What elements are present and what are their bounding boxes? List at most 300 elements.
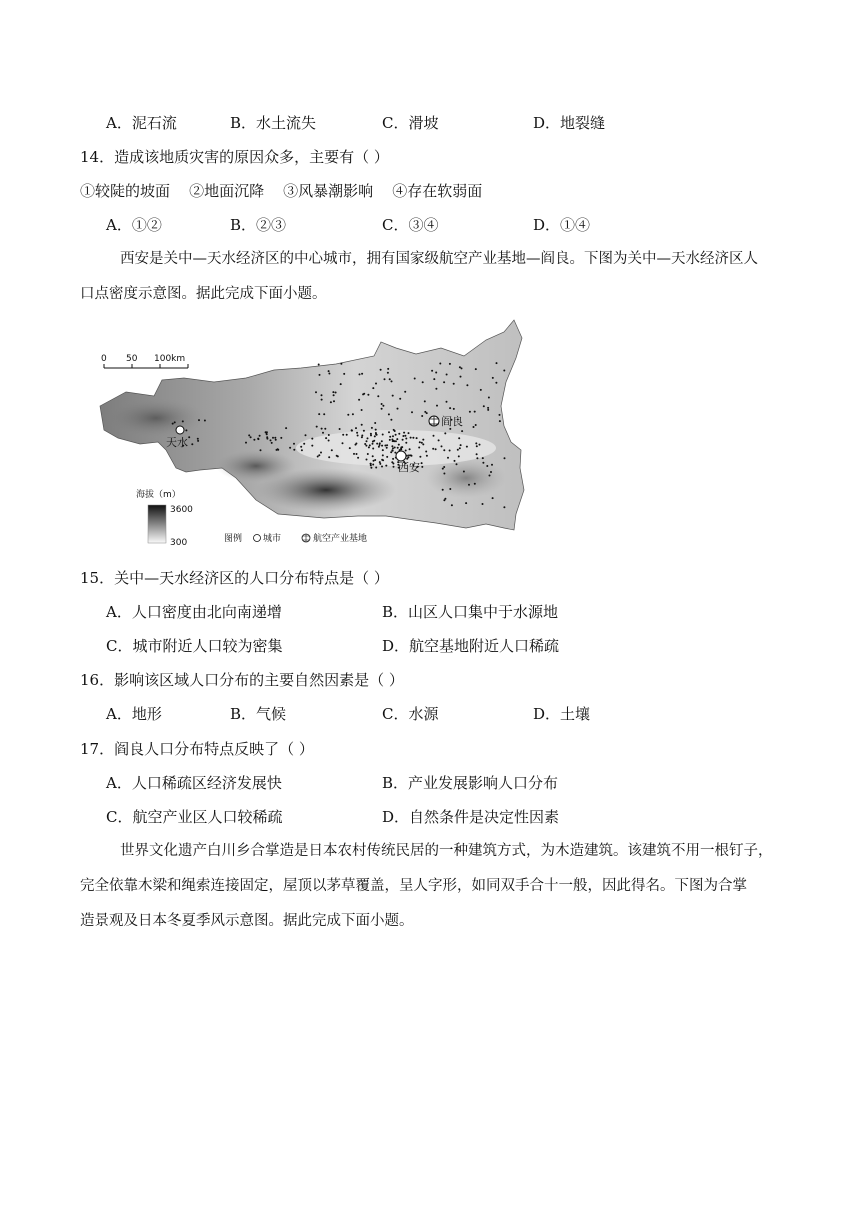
population-dot: [369, 444, 371, 446]
population-dot: [389, 378, 391, 380]
population-dot: [372, 443, 374, 445]
population-dot: [322, 432, 324, 434]
population-dot: [442, 489, 444, 491]
population-dot: [422, 381, 424, 383]
population-dot: [491, 464, 493, 466]
population-dot: [382, 449, 384, 451]
q14-option-b: B．②③: [230, 216, 287, 234]
population-dot: [386, 456, 388, 458]
population-dot: [460, 376, 462, 378]
population-dot: [397, 447, 399, 449]
population-dot: [265, 431, 267, 433]
city-label-xian: 西安: [398, 461, 420, 474]
population-dot: [370, 434, 372, 436]
population-dot: [398, 444, 400, 446]
population-dot: [323, 413, 325, 415]
population-dot: [419, 456, 421, 458]
population-dot: [380, 369, 382, 371]
population-density-map: [96, 318, 536, 550]
population-dot: [388, 431, 390, 433]
q13-option-d: D．地裂缝: [533, 114, 606, 132]
population-dot: [361, 435, 363, 437]
population-dot: [395, 440, 397, 442]
q17-option-d: D．自然条件是决定性因素: [382, 808, 560, 826]
q13-option-a: A．泥石流: [106, 114, 177, 132]
q14-option-a: A．①②: [106, 216, 162, 234]
population-dot: [328, 456, 330, 458]
population-dot: [250, 436, 252, 438]
population-dot: [280, 437, 282, 439]
population-dot: [358, 399, 360, 401]
population-dot: [432, 448, 434, 450]
population-dot: [390, 419, 392, 421]
population-dot: [368, 446, 370, 448]
population-dot: [328, 434, 330, 436]
population-dot: [191, 443, 193, 445]
elevation-title: 海拔（m）: [136, 490, 181, 500]
population-dot: [458, 437, 460, 439]
population-dot: [388, 413, 390, 415]
population-dot: [367, 437, 369, 439]
passage1-line1: 西安是关中—天水经济区的中心城市，拥有国家级航空产业基地—阎良。下图为关中—天水经济区人: [120, 251, 758, 267]
population-dot: [357, 435, 359, 437]
population-dot: [389, 436, 391, 438]
q13-option-b: B．水土流失: [230, 114, 317, 132]
population-dot: [408, 432, 410, 434]
population-dot: [384, 378, 386, 380]
population-dot: [460, 444, 462, 446]
population-dot: [392, 447, 394, 449]
population-dot: [331, 449, 333, 451]
population-dot: [285, 427, 287, 429]
population-dot: [340, 383, 342, 385]
population-dot: [391, 380, 393, 382]
population-dot: [379, 444, 381, 446]
population-dot: [328, 440, 330, 442]
population-dot: [335, 392, 337, 394]
population-dot: [370, 467, 372, 469]
population-dot: [486, 465, 488, 467]
population-dot: [387, 368, 389, 370]
population-dot: [367, 453, 369, 455]
population-dot: [439, 363, 441, 365]
population-dot: [328, 373, 330, 375]
population-dot: [396, 438, 398, 440]
population-dot: [433, 435, 435, 437]
legend-title: 图例: [224, 534, 243, 544]
scale-label-0: 0: [101, 354, 107, 364]
population-dot: [431, 370, 433, 372]
population-dot: [441, 445, 443, 447]
q16-option-a: A．地形: [106, 705, 162, 723]
population-dot: [397, 408, 399, 410]
population-dot: [324, 428, 326, 430]
population-dot: [474, 411, 476, 413]
population-dot: [356, 453, 358, 455]
population-dot: [172, 423, 174, 425]
q17-option-c: C．航空产业区人口较稀疏: [106, 808, 283, 826]
population-dot: [384, 445, 386, 447]
population-dot: [376, 443, 378, 445]
population-dot: [349, 447, 351, 449]
population-dot: [303, 443, 305, 445]
population-dot: [444, 432, 446, 434]
population-dot: [393, 440, 395, 442]
population-dot: [387, 372, 389, 374]
population-dot: [185, 429, 187, 431]
population-dot: [392, 458, 394, 460]
population-dot: [372, 387, 374, 389]
population-dot: [458, 455, 460, 457]
population-dot: [435, 388, 437, 390]
population-dot: [409, 448, 411, 450]
population-dot: [375, 429, 377, 431]
population-dot: [382, 434, 384, 436]
city-label-yanliang: 阎良: [441, 415, 463, 428]
population-dot: [475, 368, 477, 370]
population-dot: [333, 394, 335, 396]
population-dot: [275, 439, 277, 441]
population-dot: [424, 400, 426, 402]
population-dot: [433, 378, 435, 380]
population-dot: [386, 447, 388, 449]
passage2-line1: 世界文化遗产白川乡合掌造是日本农村传统民居的一种建筑方式，为木造建筑。该建筑不用一根钉子，: [120, 843, 773, 859]
population-dot: [402, 439, 404, 441]
aviation-base-yanliang: [429, 414, 463, 428]
population-dot: [318, 454, 320, 456]
population-dot: [305, 434, 307, 436]
population-dot: [490, 471, 492, 473]
population-dot: [378, 446, 380, 448]
population-dot: [375, 432, 377, 434]
population-dot: [402, 435, 404, 437]
population-dot: [355, 427, 357, 429]
population-dot: [466, 446, 468, 448]
population-dot: [405, 442, 407, 444]
population-dot: [365, 445, 367, 447]
population-dot: [392, 463, 394, 465]
population-dot: [346, 434, 348, 436]
population-dot: [489, 475, 491, 477]
population-dot: [336, 455, 338, 457]
population-dot: [363, 430, 365, 432]
population-dot: [366, 459, 368, 461]
population-dot: [475, 442, 477, 444]
q13-option-c: C．滑坡: [382, 114, 439, 132]
population-dot: [492, 377, 494, 379]
population-dot: [259, 435, 261, 437]
population-dot: [421, 442, 423, 444]
population-dot: [359, 373, 361, 375]
population-dot: [352, 413, 354, 415]
population-dot: [381, 440, 383, 442]
population-dot: [479, 444, 481, 446]
population-dot: [361, 436, 363, 438]
population-dot: [361, 424, 363, 426]
population-dot: [461, 430, 463, 432]
population-dot: [410, 437, 412, 439]
passage1-line2: 口点密度示意图。据此完成下面小题。: [80, 286, 327, 302]
population-dot: [438, 439, 440, 441]
population-dot: [300, 446, 302, 448]
population-dot: [390, 451, 392, 453]
population-dot: [361, 373, 363, 375]
population-dot: [412, 437, 414, 439]
population-dot: [400, 448, 402, 450]
population-dot: [410, 454, 412, 456]
population-dot: [340, 363, 342, 365]
population-dot: [321, 428, 323, 430]
population-dot: [405, 438, 407, 440]
population-dot: [404, 391, 406, 393]
population-dot: [379, 461, 381, 463]
population-dot: [330, 401, 332, 403]
population-dot: [457, 449, 459, 451]
population-dot: [342, 442, 344, 444]
scale-label-100km: 100km: [154, 354, 186, 364]
population-dot: [422, 443, 424, 445]
population-dot: [394, 447, 396, 449]
population-dot: [381, 445, 383, 447]
city-label-tianshui: 天水: [166, 436, 188, 449]
q17-stem: 17．阎良人口分布特点反映了（ ）: [80, 740, 314, 758]
population-dot: [320, 452, 322, 454]
population-dot: [444, 498, 446, 500]
population-dot: [482, 503, 484, 505]
population-dot: [453, 408, 455, 410]
population-dot: [399, 398, 401, 400]
population-dot: [473, 426, 475, 428]
population-dot: [385, 465, 387, 467]
population-dot: [311, 438, 313, 440]
population-dot: [315, 391, 317, 393]
population-dot: [325, 437, 327, 439]
population-dot: [197, 438, 199, 440]
population-dot: [381, 408, 383, 410]
q15-option-c: C．城市附近人口较为密集: [106, 637, 283, 655]
population-dot: [469, 411, 471, 413]
population-dot: [362, 393, 364, 395]
population-dot: [487, 407, 489, 409]
elevation-legend: [136, 488, 193, 548]
population-dot: [476, 445, 478, 447]
population-dot: [461, 367, 463, 369]
population-dot: [449, 428, 451, 430]
population-dot: [449, 450, 451, 452]
population-dot: [311, 445, 313, 447]
population-dot: [466, 384, 468, 386]
population-dot: [482, 457, 484, 459]
q15-option-a: A．人口密度由北向南递增: [106, 603, 282, 621]
population-dot: [463, 471, 465, 473]
q14-option-d: D．①④: [533, 216, 591, 234]
population-dot: [351, 430, 353, 432]
population-dot: [488, 397, 490, 399]
population-dot: [289, 447, 291, 449]
population-dot: [204, 420, 206, 422]
population-dot: [374, 459, 376, 461]
population-dot: [379, 463, 381, 465]
population-dot: [328, 370, 330, 372]
population-dot: [370, 463, 372, 465]
population-dot: [418, 447, 420, 449]
population-dot: [499, 420, 501, 422]
scale-bar: [101, 354, 188, 368]
population-dot: [272, 437, 274, 439]
population-dot: [389, 439, 391, 441]
population-dot: [443, 449, 445, 451]
population-dot: [245, 442, 247, 444]
population-dot: [446, 401, 448, 403]
population-dot: [398, 433, 400, 435]
population-dot: [371, 427, 373, 429]
population-dot: [416, 437, 418, 439]
population-dot: [382, 405, 384, 407]
population-dot: [504, 457, 506, 459]
population-dot: [386, 444, 388, 446]
population-dot: [451, 504, 453, 506]
population-dot: [318, 364, 320, 366]
population-dot: [459, 447, 461, 449]
population-dot: [465, 502, 467, 504]
population-dot: [407, 456, 409, 458]
population-dot: [197, 440, 199, 442]
population-dot: [339, 428, 341, 430]
population-dot: [443, 473, 445, 475]
population-dot: [374, 435, 376, 437]
population-dot: [442, 468, 444, 470]
population-dot: [318, 413, 320, 415]
population-dot: [443, 466, 445, 468]
population-dot: [476, 453, 478, 455]
population-dot: [372, 464, 374, 466]
population-dot: [403, 432, 405, 434]
population-dot: [480, 389, 482, 391]
population-dot: [419, 441, 421, 443]
population-dot: [373, 460, 375, 462]
map-legend: [224, 532, 367, 544]
population-dot: [333, 400, 335, 402]
q15-option-b: B．山区人口集中于水源地: [382, 603, 559, 621]
q16-option-b: B．气候: [230, 705, 287, 723]
population-dot: [266, 433, 268, 435]
q14-stem: 14．造成该地质灾害的原因众多，主要有（ ）: [80, 148, 389, 166]
population-dot: [499, 414, 501, 416]
population-dot: [456, 463, 458, 465]
population-dot: [454, 460, 456, 462]
population-dot: [377, 395, 379, 397]
population-dot: [182, 420, 184, 422]
passage2-line3: 造景观及日本冬夏季风示意图。据此完成下面小题。: [80, 913, 414, 929]
q15-option-d: D．航空基地附近人口稀疏: [382, 637, 560, 655]
population-dot: [496, 362, 498, 364]
q16-option-c: C．水源: [382, 705, 439, 723]
population-dot: [426, 455, 428, 457]
population-dot: [321, 394, 323, 396]
legend-city-icon: [254, 535, 261, 542]
population-dot: [321, 399, 323, 401]
population-dot: [271, 442, 273, 444]
q17-option-b: B．产业发展影响人口分布: [382, 774, 559, 792]
population-dot: [248, 434, 250, 436]
population-dot: [355, 443, 357, 445]
population-dot: [253, 439, 255, 441]
population-dot: [372, 448, 374, 450]
population-dot: [293, 443, 295, 445]
population-dot: [319, 374, 321, 376]
population-dot: [392, 435, 394, 437]
q14-option-c: C．③④: [382, 216, 439, 234]
population-dot: [198, 419, 200, 421]
population-dot: [374, 422, 376, 424]
population-dot: [503, 506, 505, 508]
legend-city: 城市: [263, 534, 282, 544]
elevation-max: 3600: [170, 505, 193, 515]
population-dot: [277, 448, 279, 450]
legend-aviation: 航空产业基地: [313, 534, 368, 544]
population-dot: [366, 440, 368, 442]
population-dot: [435, 448, 437, 450]
population-dot: [421, 466, 423, 468]
population-dot: [316, 426, 318, 428]
population-dot: [425, 451, 427, 453]
population-dot: [436, 405, 438, 407]
q15-stem: 15．关中—天水经济区的人口分布特点是（ ）: [80, 569, 389, 587]
population-dot: [393, 429, 395, 431]
population-dot: [381, 466, 383, 468]
population-dot: [391, 445, 393, 447]
q16-stem: 16．影响该区域人口分布的主要自然因素是（ ）: [80, 671, 404, 689]
population-dot: [449, 488, 451, 490]
scale-label-50: 50: [126, 354, 138, 364]
population-dot: [482, 462, 484, 464]
population-dot: [260, 449, 262, 451]
population-dot: [487, 409, 489, 411]
population-dot: [266, 438, 268, 440]
population-dot: [503, 370, 505, 372]
population-dot: [392, 395, 394, 397]
population-dot: [347, 414, 349, 416]
population-dot: [435, 372, 437, 374]
population-dot: [370, 433, 372, 435]
population-dot: [453, 383, 455, 385]
population-dot: [381, 403, 383, 405]
population-dot: [421, 462, 423, 464]
population-dot: [332, 391, 334, 393]
population-dot: [342, 434, 344, 436]
population-dot: [474, 483, 476, 485]
population-dot: [391, 449, 393, 451]
population-dot: [367, 394, 369, 396]
passage2-line2: 完全依靠木梁和绳索连接固定，屋顶以茅草覆盖，呈人字形，如同双手合十一般，因此得名。下图为合掌: [80, 878, 747, 894]
population-dot: [357, 457, 359, 459]
population-dot: [483, 405, 485, 407]
population-dot: [411, 411, 413, 413]
population-dot: [468, 484, 470, 486]
population-dot: [395, 434, 397, 436]
population-dot: [364, 443, 366, 445]
population-dot: [492, 497, 494, 499]
population-dot: [317, 456, 319, 458]
q16-option-d: D．土壤: [533, 705, 591, 723]
population-dot: [422, 439, 424, 441]
population-dot: [274, 437, 276, 439]
population-dot: [270, 439, 272, 441]
population-dot: [301, 449, 303, 451]
population-dot: [405, 450, 407, 452]
population-dot: [372, 455, 374, 457]
population-dot: [361, 409, 363, 411]
